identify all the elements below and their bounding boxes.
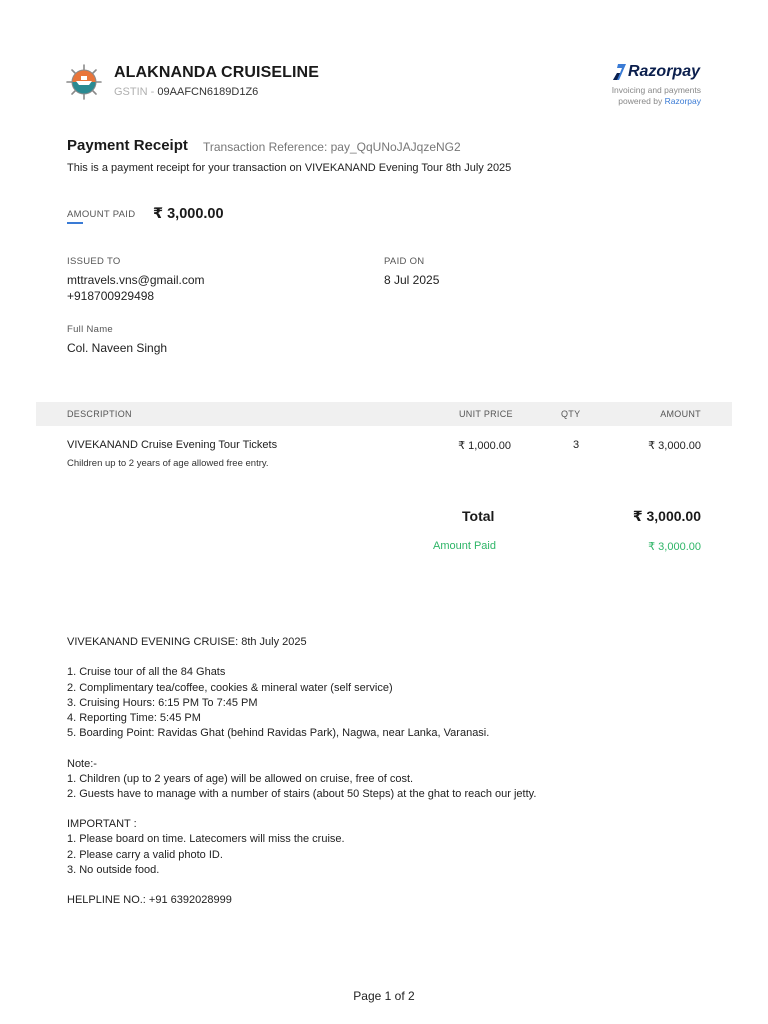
razorpay-logo	[613, 63, 700, 81]
important-heading: IMPORTANT :	[67, 818, 137, 831]
column-header-qty: QTY	[561, 409, 581, 419]
row-amount: ₹ 3,000.00	[648, 440, 701, 452]
gstin-label: GSTIN -	[114, 86, 155, 98]
cruise-notes	[67, 635, 707, 908]
table-header	[36, 402, 732, 426]
razorpay-tagline	[612, 85, 701, 107]
row-note: Children up to 2 years of age allowed free entry.	[67, 458, 269, 469]
total-label: Total	[462, 508, 495, 524]
row-qty: 3	[573, 439, 580, 451]
page-title: Payment Receipt	[67, 137, 188, 154]
important-item: 3. No outside food.	[67, 863, 160, 876]
razorpay-link[interactable]: Razorpay	[664, 96, 701, 106]
issued-to-phone: +918700929498	[67, 289, 155, 303]
tagline-line2	[612, 96, 701, 107]
tagline-prefix: powered by	[618, 96, 663, 106]
gstin	[114, 86, 258, 98]
row-unit-price: ₹ 1,000.00	[458, 440, 511, 452]
amount-paid-value: ₹ 3,000.00	[153, 206, 224, 222]
important-item: 1. Please board on time. Latecomers will miss the cruise.	[67, 833, 345, 846]
amount-paid-summary-label: Amount Paid	[433, 540, 496, 552]
gstin-value: 09AAFCN6189D1Z6	[157, 86, 259, 98]
notes-detail: 1. Cruise tour of all the 84 Ghats	[67, 666, 226, 679]
notes-detail: 3. Cruising Hours: 6:15 PM To 7:45 PM	[67, 696, 258, 709]
paid-on-date: 8 Jul 2025	[384, 273, 440, 287]
full-name-label: Full Name	[67, 324, 113, 335]
note-item: 2. Guests have to manage with a number of stairs (about 50 Steps) at the ghat to reach our jetty.	[67, 787, 537, 800]
transaction-reference: Transaction Reference: pay_QqUNoJAJqzeNG2	[203, 140, 461, 154]
razorpay-wordmark: Razorpay	[627, 63, 700, 80]
column-header-amount: AMOUNT	[660, 409, 701, 419]
company-name: ALAKNANDA CRUISELINE	[114, 64, 319, 81]
issued-to-email: mttravels.vns@gmail.com	[67, 273, 205, 287]
important-item: 2. Please carry a valid photo ID.	[67, 848, 223, 861]
amount-paid-label: AMOUNT PAID	[67, 209, 136, 220]
total-value: ₹ 3,000.00	[632, 508, 701, 524]
amount-paid-summary-value: ₹ 3,000.00	[648, 541, 701, 553]
notes-heading: VIVEKANAND EVENING CRUISE: 8th July 2025	[67, 636, 307, 648]
row-description: VIVEKANAND Cruise Evening Tour Tickets	[67, 439, 278, 451]
tagline-line1: Invoicing and payments	[611, 85, 701, 95]
helpline: HELPLINE NO.: +91 6392028999	[67, 894, 232, 907]
page-number: Page 1 of 2	[353, 989, 415, 1003]
column-header-description: DESCRIPTION	[67, 409, 132, 419]
issued-to-label: ISSUED TO	[67, 256, 121, 267]
razorpay-mark-icon	[613, 64, 626, 80]
notes-detail: 2. Complimentary tea/coffee, cookies & mineral water (self service)	[67, 681, 393, 694]
company-logo-icon	[66, 64, 102, 100]
full-name-value: Col. Naveen Singh	[67, 341, 168, 355]
note-item: 1. Children (up to 2 years of age) will be allowed on cruise, free of cost.	[67, 772, 414, 785]
paid-on-label: PAID ON	[384, 256, 425, 267]
amount-paid-underline	[67, 222, 83, 224]
note-heading: Note:-	[67, 757, 97, 770]
column-header-unit-price: UNIT PRICE	[459, 409, 513, 419]
receipt-description: This is a payment receipt for your transaction on VIVEKANAND Evening Tour 8th July 2025	[67, 162, 512, 174]
notes-detail: 5. Boarding Point: Ravidas Ghat (behind Ravidas Park), Nagwa, near Lanka, Varanasi.	[67, 727, 490, 740]
notes-detail: 4. Reporting Time: 5:45 PM	[67, 711, 201, 724]
